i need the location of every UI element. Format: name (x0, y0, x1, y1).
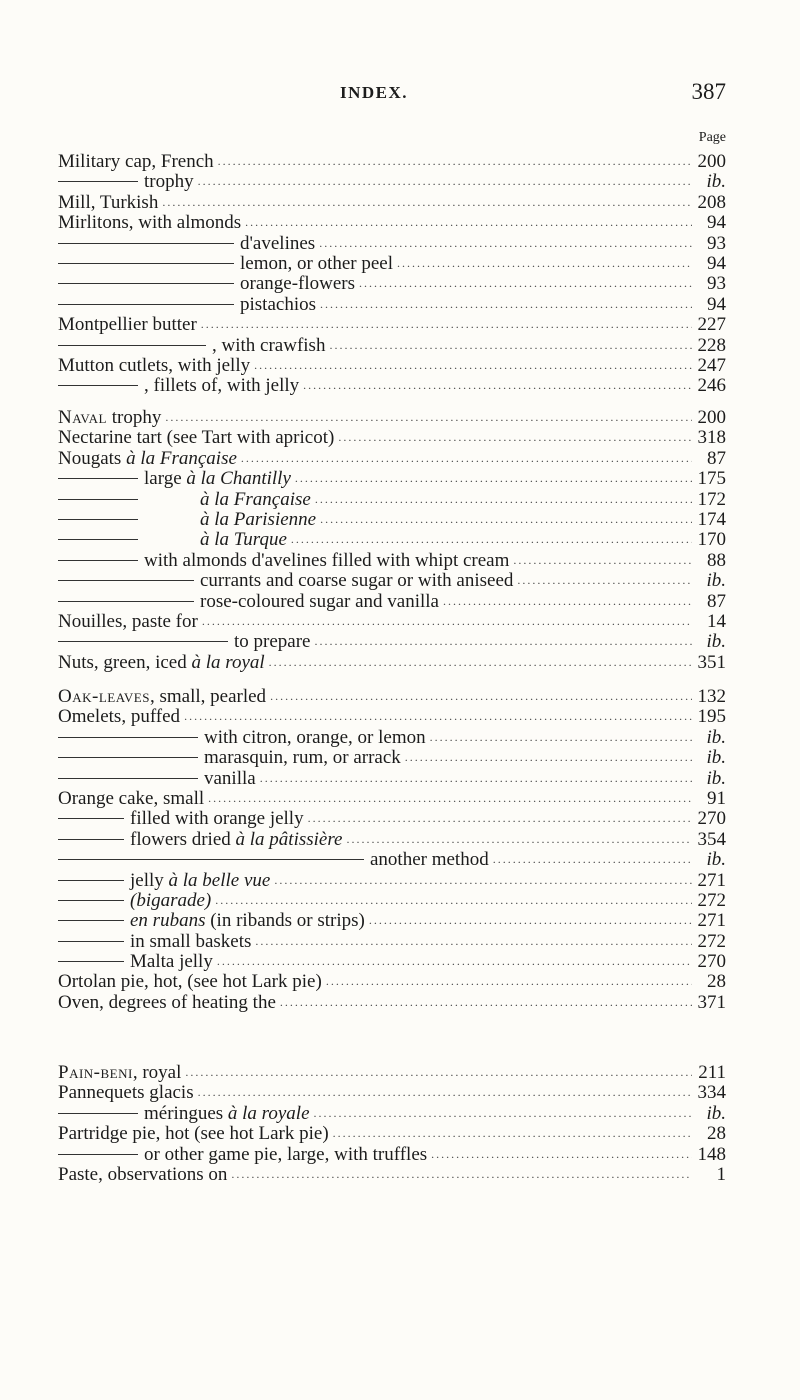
entry-heading (58, 1063, 181, 1083)
leader-dots (369, 909, 692, 930)
index-entry (58, 769, 726, 789)
entry-text: with almonds d'avelines filled with whipt cream (144, 549, 510, 571)
leader-dots (517, 569, 692, 590)
index-entry (58, 748, 726, 768)
ditto-dash (58, 181, 138, 182)
entry-page-ref: 318 (697, 427, 726, 449)
leader-dots (493, 848, 692, 869)
entry-heading (58, 336, 325, 356)
entry-heading (58, 687, 266, 707)
leader-dots (347, 828, 693, 849)
entry-text: currants and coarse sugar or with aniseed (200, 570, 514, 592)
entry-heading (58, 728, 426, 748)
entry-heading (58, 172, 194, 192)
entry-text: with citron, orange, or lemon (204, 726, 426, 748)
entry-text: filled with orange jelly (130, 808, 304, 830)
entry-text: d'avelines (240, 232, 316, 254)
entry-text: Mirlitons, with almonds (58, 212, 242, 234)
entry-heading (58, 408, 161, 428)
index-entry (58, 571, 726, 591)
entry-page-ref: 271 (697, 910, 726, 932)
index-entry (58, 315, 726, 335)
entry-text: Mutton cutlets, with jelly (58, 354, 251, 376)
index-entry (58, 213, 726, 233)
index-entry (58, 952, 726, 972)
index-entry (58, 193, 726, 213)
entry-heading (58, 152, 214, 172)
entry-text: orange-flowers (240, 273, 356, 295)
index-entry (58, 510, 726, 530)
leader-dots (270, 685, 692, 706)
ditto-dash (58, 539, 138, 540)
entry-page-ref: 270 (697, 951, 726, 973)
entry-page-ref: 132 (697, 686, 726, 707)
entry-text: Mill, Turkish (58, 191, 159, 213)
index-entry (58, 592, 726, 612)
leader-dots (303, 374, 692, 395)
ditto-dash (58, 601, 194, 602)
entry-heading (58, 850, 489, 870)
entry-page-ref: 271 (697, 869, 726, 891)
ditto-dash (58, 385, 138, 386)
ditto-dash (58, 580, 194, 581)
leader-dots (295, 467, 692, 488)
entry-text: , small, pearled (149, 686, 267, 707)
leader-dots (308, 807, 692, 828)
index-entry (58, 972, 726, 992)
leader-dots (274, 869, 692, 890)
index-entry (58, 356, 726, 376)
index-entry (58, 789, 726, 809)
entry-page-ref: ib. (706, 570, 726, 592)
entry-page-ref: 270 (697, 808, 726, 830)
leader-dots (291, 528, 692, 549)
leader-dots (314, 1102, 692, 1123)
index-entry (58, 490, 726, 510)
index-entry (58, 469, 726, 489)
index-entry (58, 850, 726, 870)
entry-lead-word: Naval (58, 407, 107, 428)
entry-heading (58, 1145, 427, 1165)
ditto-dash (58, 778, 198, 779)
leader-dots (315, 488, 692, 509)
entry-text: Pannequets glacis (58, 1082, 194, 1104)
index-entry (58, 612, 726, 632)
entry-heading (58, 972, 322, 992)
entry-heading (58, 234, 315, 254)
entry-page-ref: 94 (707, 293, 726, 315)
entry-italic-text: en rubans (130, 910, 206, 932)
entry-page-ref: ib. (706, 849, 726, 871)
page-number: 387 (691, 79, 726, 104)
leader-dots (260, 767, 692, 788)
entry-page-ref: ib. (706, 726, 726, 748)
entry-heading (58, 428, 334, 448)
leader-dots (333, 1122, 692, 1143)
entry-text: or other game pie, large, with truffles (144, 1143, 428, 1165)
entry-heading (58, 571, 513, 591)
leader-dots (201, 313, 692, 334)
section-p (58, 1063, 726, 1185)
entry-heading (58, 295, 316, 315)
entry-page-ref: 227 (697, 314, 726, 336)
entry-heading (58, 274, 355, 294)
leader-dots (314, 630, 692, 651)
index-entry (58, 1063, 726, 1083)
index-entry (58, 295, 726, 315)
entry-text: Partridge pie, hot (see hot Lark pie) (58, 1123, 329, 1145)
ditto-dash (58, 757, 198, 758)
leader-dots (326, 970, 692, 991)
entry-text: , royal (132, 1062, 182, 1083)
entry-heading (58, 809, 304, 829)
entry-page-ref: ib. (706, 631, 726, 653)
entry-page-ref: 170 (697, 529, 726, 551)
entry-heading (58, 952, 213, 972)
entry-heading (58, 830, 343, 850)
entry-heading (58, 254, 393, 274)
entry-page-ref: 354 (697, 828, 726, 850)
entry-heading (58, 469, 291, 489)
leader-dots (198, 1081, 692, 1102)
running-title: INDEX. (340, 83, 409, 102)
ditto-dash (58, 920, 124, 921)
leader-dots (218, 150, 692, 171)
ditto-dash (58, 859, 364, 860)
ditto-dash (58, 499, 138, 500)
entry-page-ref: 87 (707, 447, 726, 469)
entry-page-ref: ib. (706, 171, 726, 193)
entry-page-ref: 174 (697, 508, 726, 530)
entry-heading (58, 707, 180, 727)
ditto-dash (58, 900, 124, 901)
index-entry (58, 993, 726, 1013)
entry-text: Omelets, puffed (58, 706, 181, 728)
index-entry (58, 911, 726, 931)
entry-heading (58, 592, 439, 612)
entry-text: Ortolan pie, hot, (see hot Lark pie) (58, 971, 322, 993)
entry-italic-text: à la royale (227, 1102, 310, 1124)
entry-text: Nougats (58, 447, 127, 469)
entry-page-ref: 211 (698, 1062, 726, 1083)
entry-heading (58, 356, 250, 376)
entry-page-ref: 93 (707, 273, 726, 295)
entry-italic-text: à la Française (126, 447, 237, 469)
entry-text: méringues (144, 1102, 228, 1124)
index-entry (58, 1165, 726, 1185)
entry-text: lemon, or other peel (240, 252, 394, 274)
entry-heading (58, 530, 287, 550)
entry-page-ref: 200 (697, 407, 726, 428)
index-entry (58, 336, 726, 356)
entry-italic-text: à la pâtissière (235, 828, 343, 850)
ditto-dash (58, 839, 124, 840)
leader-dots (443, 590, 692, 611)
entry-text-suffix: (in ribands or strips) (205, 910, 365, 932)
leader-dots (280, 991, 692, 1012)
index-entry (58, 891, 726, 911)
entry-lead-word: Oak-leaves (58, 686, 150, 707)
index-entry (58, 707, 726, 727)
index-entry (58, 234, 726, 254)
entry-page-ref: 200 (697, 151, 726, 172)
entry-text: Nouilles, paste for (58, 610, 198, 632)
index-entry (58, 551, 726, 571)
leader-dots (165, 406, 692, 427)
entry-text: flowers dried (130, 828, 236, 850)
ditto-dash (58, 880, 124, 881)
entry-page-ref: 195 (697, 706, 726, 728)
index-entry (58, 932, 726, 952)
leader-dots (215, 889, 692, 910)
leader-dots (162, 191, 692, 212)
ditto-dash (58, 263, 234, 264)
ditto-dash (58, 478, 138, 479)
index-entry (58, 687, 726, 707)
ditto-dash (58, 304, 234, 305)
entry-italic-text: à la Parisienne (200, 508, 317, 530)
entry-heading (58, 490, 311, 510)
entry-page-ref: 148 (697, 1143, 726, 1165)
entry-heading (58, 653, 265, 673)
index-entry (58, 428, 726, 448)
entry-page-ref: 228 (697, 334, 726, 356)
entry-italic-text: à la royal (191, 651, 265, 673)
leader-dots (245, 211, 692, 232)
entry-page-ref: 272 (697, 889, 726, 911)
leader-dots (513, 549, 692, 570)
leader-dots (198, 170, 692, 191)
entry-italic-text: (bigarade) (130, 889, 212, 911)
entry-text: trophy (106, 407, 162, 428)
entry-heading (58, 789, 204, 809)
entry-page-ref: 1 (716, 1163, 726, 1185)
index-entry (58, 871, 726, 891)
entry-text: in small baskets (130, 930, 252, 952)
leader-dots (320, 293, 692, 314)
entry-text: Nuts, green, iced (58, 651, 192, 673)
entry-page-ref: ib. (706, 767, 726, 789)
entry-text: Military cap, French (58, 151, 214, 172)
page-header (58, 0, 726, 145)
leader-dots (184, 705, 692, 726)
leader-dots (217, 950, 692, 971)
entry-page-ref: 94 (707, 212, 726, 234)
leader-dots (269, 651, 692, 672)
section-o (58, 687, 726, 1013)
leader-dots (208, 787, 692, 808)
entry-heading (58, 871, 270, 891)
entry-page-ref: 91 (707, 787, 726, 809)
index-entry (58, 830, 726, 850)
leader-dots (255, 930, 692, 951)
entry-text: pistachios (240, 293, 316, 315)
entry-text: to prepare (234, 631, 311, 653)
entry-heading (58, 911, 365, 931)
leader-dots (320, 508, 692, 529)
entry-text: large (144, 468, 187, 490)
entry-text: vanilla (204, 767, 256, 789)
entry-heading (58, 193, 158, 213)
entry-text: trophy (144, 171, 194, 193)
index-entry (58, 274, 726, 294)
leader-dots (241, 447, 692, 468)
entry-text: marasquin, rum, or arrack (204, 747, 401, 769)
entry-text: Nectarine tart (see Tart with apricot) (58, 427, 335, 449)
entry-text: , with crawfish (212, 334, 326, 356)
ditto-dash (58, 283, 234, 284)
entry-heading (58, 1104, 310, 1124)
index-entry (58, 1104, 726, 1124)
entry-page-ref: 272 (697, 930, 726, 952)
entry-heading (58, 1083, 194, 1103)
index-entry (58, 653, 726, 673)
entry-text: rose-coloured sugar and vanilla (200, 590, 439, 612)
leader-dots (319, 232, 692, 253)
ditto-dash (58, 818, 124, 819)
entry-heading (58, 1124, 329, 1144)
entry-page-ref: 246 (697, 375, 726, 397)
entry-page-ref: 175 (697, 468, 726, 490)
entry-page-ref: 94 (707, 252, 726, 274)
section-n (58, 408, 726, 673)
entry-page-ref: 208 (697, 191, 726, 213)
entry-heading (58, 769, 256, 789)
entry-page-ref: 28 (707, 971, 726, 993)
entry-heading (58, 632, 310, 652)
entry-text: Orange cake, small (58, 787, 205, 809)
ditto-dash (58, 1154, 138, 1155)
entry-text: , fillets of, with jelly (144, 375, 300, 397)
entry-heading (58, 510, 316, 530)
entry-page-ref: 247 (697, 354, 726, 376)
leader-dots (397, 252, 692, 273)
index-entry (58, 172, 726, 192)
entry-lead-word: Pain-beni (58, 1062, 133, 1083)
entry-heading (58, 748, 401, 768)
entry-heading (58, 612, 198, 632)
index-entry (58, 254, 726, 274)
section-m (58, 152, 726, 397)
leader-dots (430, 726, 692, 747)
index-page (58, 0, 726, 1185)
ditto-dash (58, 961, 124, 962)
index-entry (58, 408, 726, 428)
leader-dots (405, 746, 692, 767)
entry-text: Oven, degrees of heating the (58, 991, 276, 1013)
entry-page-ref: 371 (697, 991, 726, 1013)
entry-heading (58, 932, 251, 952)
ditto-dash (58, 1113, 138, 1114)
entry-heading (58, 993, 276, 1013)
entry-text: Malta jelly (130, 951, 213, 973)
entry-page-ref: ib. (706, 747, 726, 769)
entry-heading (58, 551, 509, 571)
entry-heading (58, 449, 237, 469)
entry-italic-text: à la belle vue (168, 869, 271, 891)
ditto-dash (58, 737, 198, 738)
entry-page-ref: 93 (707, 232, 726, 254)
ditto-dash (58, 560, 138, 561)
entry-heading (58, 213, 241, 233)
entry-text: Montpellier butter (58, 314, 197, 336)
index-entry (58, 1124, 726, 1144)
entry-italic-text: à la Française (200, 488, 311, 510)
ditto-dash (58, 941, 124, 942)
index-entry (58, 152, 726, 172)
entry-page-ref: 334 (697, 1082, 726, 1104)
index-entry (58, 728, 726, 748)
index-entry (58, 809, 726, 829)
leader-dots (185, 1061, 692, 1082)
entry-page-ref: 172 (697, 488, 726, 510)
entry-text: another method (370, 849, 489, 871)
index-entry (58, 1145, 726, 1165)
entry-italic-text: à la Chantilly (186, 468, 291, 490)
entry-page-ref: ib. (706, 1102, 726, 1124)
entry-page-ref: 351 (697, 651, 726, 673)
leader-dots (231, 1163, 692, 1184)
entry-heading (58, 891, 211, 911)
ditto-dash (58, 641, 228, 642)
leader-dots (202, 610, 692, 631)
leader-dots (254, 354, 692, 375)
index-entry (58, 530, 726, 550)
ditto-dash (58, 519, 138, 520)
leader-dots (431, 1143, 692, 1164)
index-entry (58, 1083, 726, 1103)
entry-heading (58, 1165, 227, 1185)
entry-italic-text: à la Turque (200, 529, 287, 551)
index-entry (58, 376, 726, 396)
ditto-dash (58, 243, 234, 244)
index-entry (58, 449, 726, 469)
entry-page-ref: 88 (707, 549, 726, 571)
leader-dots (359, 272, 692, 293)
entry-page-ref: 14 (707, 610, 726, 632)
leader-dots (329, 334, 692, 355)
entry-text: Paste, observations on (58, 1163, 228, 1185)
page-column-label: Page (698, 130, 726, 145)
ditto-dash (58, 345, 206, 346)
entry-page-ref: 87 (707, 590, 726, 612)
entry-heading (58, 315, 197, 335)
leader-dots (338, 426, 692, 447)
entry-text: jelly (130, 869, 169, 891)
entry-page-ref: 28 (707, 1123, 726, 1145)
entry-heading (58, 376, 299, 396)
index-entry (58, 632, 726, 652)
